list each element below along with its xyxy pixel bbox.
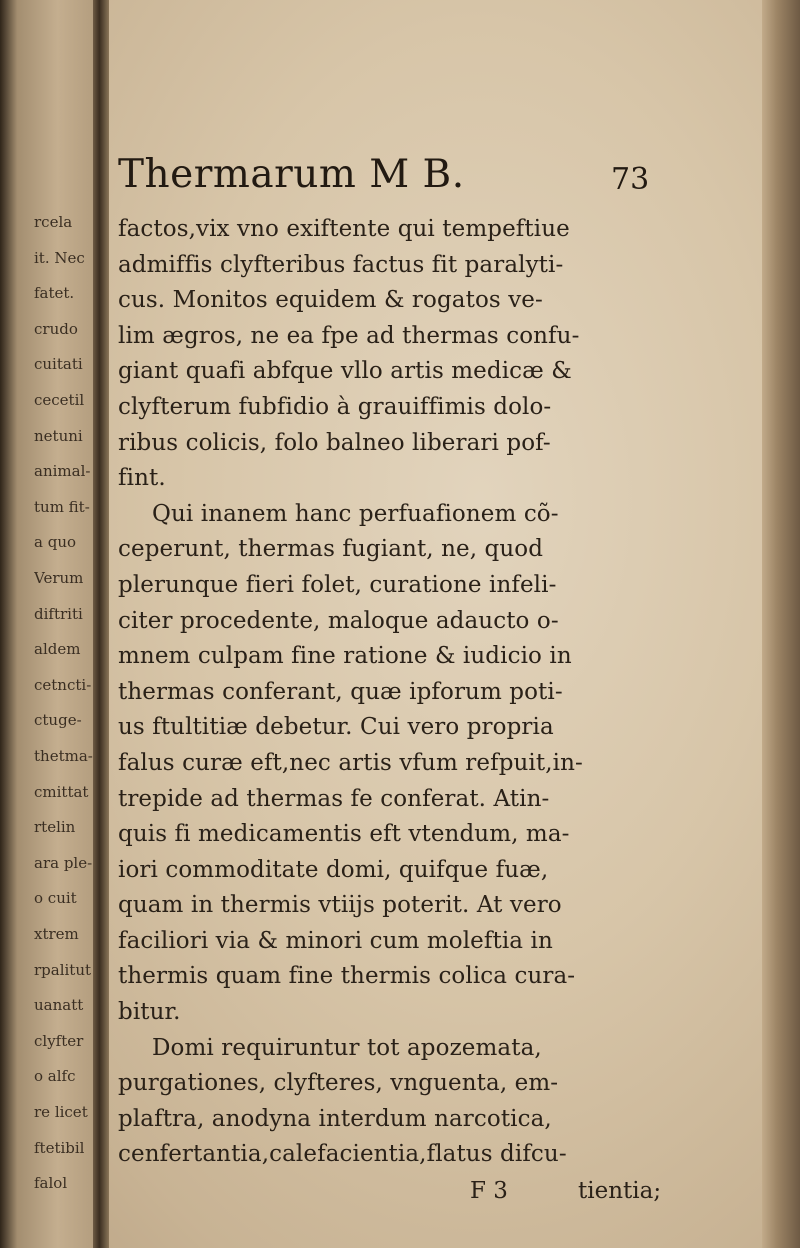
facing-page-fragment: rcela: [34, 213, 73, 231]
text-line: fint.: [118, 465, 166, 492]
text-line: citer procedente, maloque adaucto o-: [118, 607, 559, 634]
catchword-line: [118, 1173, 696, 1209]
text-line: clyfterum fubfidio à grauiffimis dolo-: [118, 393, 552, 420]
facing-page-fragment: ara ple-: [34, 853, 93, 872]
book-gutter: [93, 0, 109, 1248]
text-line: plaftra, anodyna interdum narcotica,: [118, 1105, 552, 1132]
paragraph-start-line: Qui inanem hanc perfuafionem cõ-: [152, 500, 559, 527]
text-line: quis fi medicamentis eft vtendum, ma-: [118, 821, 570, 848]
facing-page-fragment: crudo: [34, 319, 78, 338]
body-text: [118, 212, 696, 1209]
facing-page-fragment: tum fit-: [34, 497, 90, 516]
facing-page-fragment: diftriti: [34, 604, 83, 623]
text-line: quam in thermis vtiijs poterit. At vero: [118, 892, 562, 919]
text-line: cus. Monitos equidem & rogatos ve-: [118, 287, 543, 314]
page-number: 73: [611, 162, 650, 197]
facing-page-fragment: clyfter: [34, 1031, 84, 1050]
facing-page-fragment: cmittat: [34, 782, 89, 801]
catchword: tientia;: [578, 1178, 662, 1205]
facing-page-fragment: re licet: [34, 1103, 88, 1121]
text-line: ceperunt, thermas fugiant, ne, quod: [118, 536, 544, 563]
text-line: trepide ad thermas fe conferat. Atin-: [118, 785, 550, 812]
text-line: falus curæ eft,nec artis vfum refpuit,in-: [118, 749, 583, 776]
text-line: plerunque fieri folet, curatione infeli-: [118, 571, 557, 598]
text-line: lim ægros, ne ea fpe ad thermas confu-: [118, 322, 580, 349]
page-right-edge: [762, 0, 800, 1248]
text-line: thermas conferant, quæ ipforum poti-: [118, 678, 563, 705]
text-line: thermis quam fine thermis colica cura-: [118, 963, 576, 990]
text-line: cenfertantia,calefacientia,flatus difcu-: [118, 1141, 567, 1168]
paragraph-start-line: Domi requiruntur tot apozemata,: [152, 1034, 542, 1061]
facing-page-fragment: falol: [34, 1174, 68, 1193]
facing-page-fragment: uanatt: [34, 996, 84, 1015]
facing-page-fragment: thetma-: [34, 747, 93, 765]
signature-mark: F 3: [470, 1178, 508, 1205]
text-line: admiffis clyfteribus factus fit paralyti-: [118, 251, 564, 278]
facing-page-fragment: ctuge-: [34, 711, 82, 730]
facing-page-fragment: rtelin: [34, 818, 76, 837]
facing-page-fragment: ftetibil: [34, 1138, 85, 1157]
facing-page-fragment: fatet.: [34, 284, 75, 303]
facing-page-fragment: xtrem: [34, 925, 79, 943]
text-line: faciliori via & minori cum moleftia in: [118, 927, 553, 954]
text-line: mnem culpam fine ratione & iudicio in: [118, 643, 572, 670]
text-line: us ftultitiæ debetur. Cui vero propria: [118, 714, 554, 741]
facing-page-fragment: a quo: [34, 533, 77, 552]
text-line: iori commoditate domi, quifque fuæ,: [118, 856, 549, 883]
facing-page-fragment: cecetil: [34, 391, 85, 409]
text-line: giant quafi abfque vllo artis medicæ &: [118, 358, 572, 385]
facing-page-fragment: animal-: [34, 462, 91, 481]
running-title: Thermarum M B.: [118, 152, 465, 197]
facing-page-fragment: it. Nec: [34, 248, 85, 267]
facing-page-fragment: rpalitut: [34, 960, 92, 979]
facing-page-fragment: Verum: [34, 569, 84, 587]
page-header: [118, 152, 678, 200]
text-line: ribus colicis, folo balneo liberari pof-: [118, 429, 551, 456]
facing-page-fragment: aldem: [34, 640, 81, 659]
facing-page-fragment: o cuit: [34, 889, 77, 908]
facing-page-fragment: cuitati: [34, 355, 83, 374]
facing-page-edge: [0, 0, 96, 1248]
text-line: factos,vix vno exiftente qui tempeftiue: [118, 216, 570, 242]
facing-page-fragment: netuni: [34, 426, 83, 445]
facing-page-fragment: o alfc: [34, 1067, 76, 1086]
text-line: purgationes, clyfteres, vnguenta, em-: [118, 1070, 559, 1097]
facing-page-fragment: cetncti-: [34, 675, 92, 694]
text-line: bitur.: [118, 999, 181, 1026]
